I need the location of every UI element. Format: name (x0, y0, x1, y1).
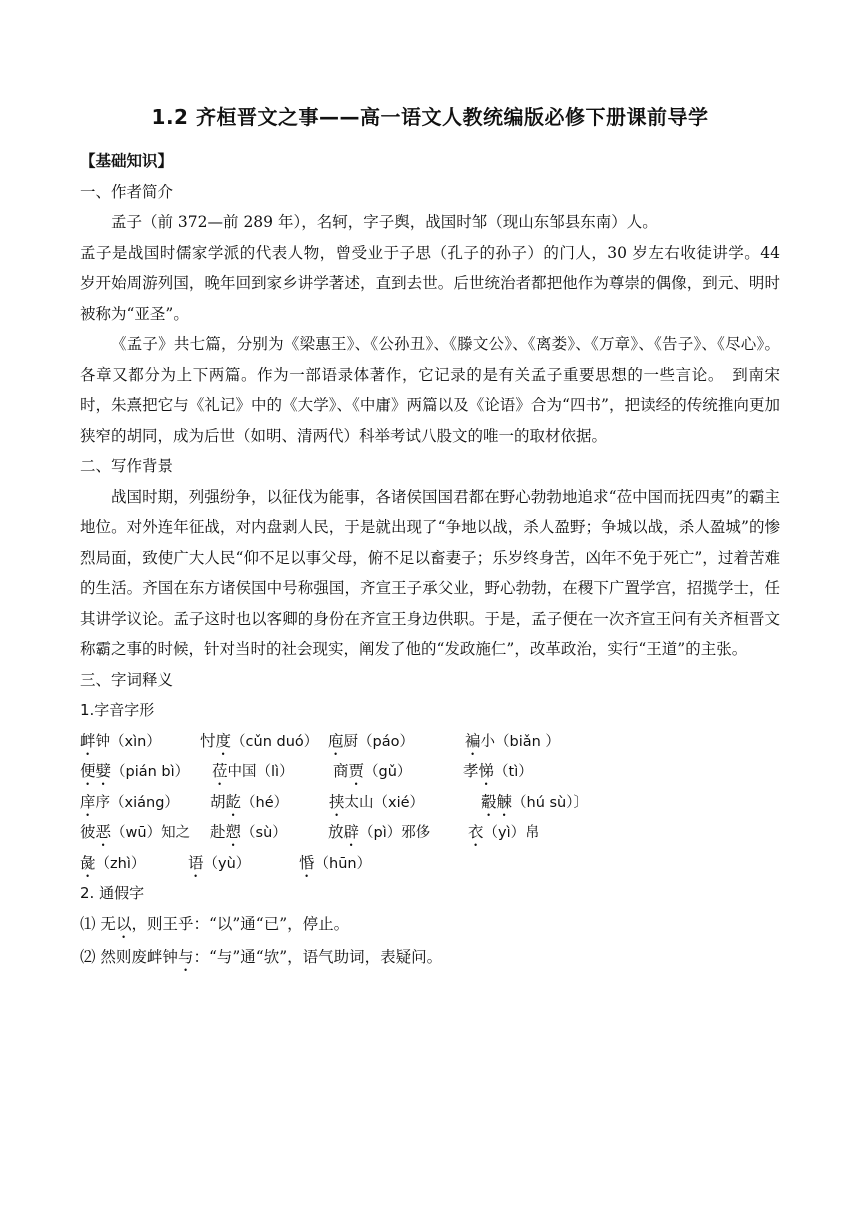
emphasized-character: 衣 (468, 823, 484, 841)
pronunciation-row (80, 756, 780, 787)
emphasized-character: 度 (215, 731, 232, 750)
emphasized-character: 庖 (328, 731, 344, 750)
pronunciation-item (188, 848, 250, 881)
emphasized-character: 彘 (80, 853, 96, 872)
item-prefix: 胡 (210, 792, 226, 811)
item-explanation: ，则王乎：“以”通“已”，停止。 (131, 914, 350, 933)
item-prefix: 赴 (210, 823, 226, 841)
tongjia-subheading: 2. 通假字 (80, 884, 145, 902)
pronunciation-row (80, 787, 780, 818)
item-pinyin: （tì） (494, 764, 533, 780)
tongjia-item (80, 942, 780, 975)
pronunciation-item (200, 726, 318, 759)
emphasized-character: 觳觫 (481, 792, 513, 811)
emphasized-character: 惛 (299, 853, 315, 872)
item-prefix: 商 (333, 762, 349, 780)
item-pinyin: （hūn） (314, 855, 372, 872)
section-basic-heading: 【基础知识】 (80, 152, 174, 170)
pronunciation-list (80, 726, 780, 879)
pronunciation-item (299, 848, 371, 881)
item-pinyin: 序（xiáng） (95, 794, 179, 811)
pronunciation-item (80, 756, 189, 789)
item-pinyin: 太山（xié） (344, 794, 425, 811)
emphasized-character: 褊 (465, 731, 481, 750)
emphasized-character: 贾 (348, 762, 365, 780)
emphasized-character: 以 (115, 914, 132, 933)
author-heading: 一、作者简介 (80, 182, 174, 201)
item-pinyin: （pì）邪侈 (359, 825, 431, 841)
pronunciation-row (80, 848, 780, 879)
item-pinyin: 钟（xìn） (95, 733, 161, 750)
item-pinyin: （zhì） (95, 855, 146, 872)
pronunciation-item (328, 817, 430, 850)
pronunciation-row (80, 817, 780, 848)
emphasized-character: 恶 (95, 823, 112, 841)
item-pinyin: 中国（lì） (227, 764, 294, 780)
emphasized-character: 与 (177, 947, 194, 966)
pronunciation-item (212, 756, 294, 789)
pronunciation-item (80, 817, 190, 850)
pronunciation-item (333, 756, 411, 789)
pronunciation-item (463, 756, 533, 789)
item-prefix: 孝 (463, 762, 479, 780)
item-pinyin: （sù） (241, 825, 287, 841)
background-heading: 二、写作背景 (80, 457, 174, 475)
emphasized-character: 庠 (80, 792, 96, 811)
item-explanation: ：“与”通“欤”，语气助词，表疑问。 (193, 947, 443, 966)
emphasized-character: 语 (188, 853, 204, 872)
author-paragraph-1: 孟子（前 372—前 289 年），名轲，字子舆，战国时邹（现山东邹县东南）人。 (111, 213, 658, 231)
pronunciation-item (80, 726, 161, 759)
pronunciation-item (210, 787, 288, 820)
author-paragraph-3: 《孟子》共七篇，分别为《梁惠王》、《公孙丑》、《滕文公》、《离娄》、《万章》、《告子》、《尽心》。各章又都分为上下两篇。作为一部语录体著作，它记录的是有关孟子重要思想的一些言论。 到南宋时，朱熹把它与《礼记》中的《大学》、《中庸》两篇以及《论语》合为“四书”，把读经的传统推向更加狭窄的胡同，成为后世（如明、清两代）科举考试八股文的唯一的取材依据。 (80, 335, 780, 445)
pronunciation-item (210, 817, 287, 850)
words-heading: 三、字词释义 (80, 670, 174, 689)
item-pinyin: （yù） (203, 855, 251, 872)
item-prefix: ⑴ 无 (80, 914, 116, 933)
tongjia-item (80, 909, 780, 942)
pronunciation-item (80, 787, 179, 820)
emphasized-character: 挟 (329, 792, 345, 811)
pronunciation-item (468, 817, 540, 850)
emphasized-character: 悌 (478, 762, 495, 780)
item-prefix: ⑵ 然则废衅钟 (80, 947, 178, 966)
document-body (80, 146, 780, 975)
pronunciation-item (328, 726, 414, 759)
emphasized-character: 衅 (80, 731, 96, 750)
tongjia-list (80, 909, 780, 975)
pronunciation-row (80, 726, 780, 757)
item-prefix: 忖 (200, 731, 216, 750)
pronunciation-item (329, 787, 424, 820)
author-paragraph-2: 孟子是战国时儒家学派的代表人物，曾受业于子思（孔子的孙子）的门人，30 岁左右收徒讲学。44 岁开始周游列国，晚年回到家乡讲学著述，直到去世。后世统治者都把他作为尊崇的偶像，到元、明时被称为“亚圣”。 (80, 243, 780, 323)
item-pinyin: 小（biǎn ） (480, 733, 560, 750)
item-pinyin: 厨（páo） (343, 733, 414, 750)
emphasized-character: 龁 (225, 792, 242, 811)
item-prefix: 彼 (80, 823, 96, 841)
pronunciation-subheading: 1.字音字形 (80, 701, 155, 719)
pronunciation-item (481, 787, 588, 820)
item-pinyin: （pián bì） (111, 764, 190, 780)
item-pinyin: （cǔn duó） (231, 733, 319, 750)
emphasized-character: 便嬖 (80, 762, 112, 780)
item-pinyin: （hé） (241, 794, 289, 811)
background-paragraph: 战国时期，列强纷争，以征伐为能事，各诸侯国国君都在野心勃勃地追求“莅中国而抚四夷”的霸主地位。对外连年征战，对内盘剥人民，于是就出现了“争地以战，杀人盈野；争城以战，杀人盈城”的惨烈局面，致使广大人民“仰不足以事父母，俯不足以畜妻子；乐岁终身苦，凶年不免于死亡”，过着苦难的生活。齐国在东方诸侯国中号称强国，齐宣王子承父业，野心勃勃，在稷下广置学宫，招揽学士，任其讲学议论。孟子这时也以客卿的身份在齐宣王身边供职。于是，孟子便在一次齐宣王问有关齐桓晋文称霸之事的时候，针对当时的社会现实，阐发了他的“发政施仁”，改革政治，实行“王道”的主张。 (80, 487, 780, 658)
emphasized-character: 辟 (343, 823, 360, 841)
item-pinyin: （gǔ） (364, 764, 412, 780)
item-pinyin: （hú sù）〕 (512, 794, 588, 811)
item-pinyin: （yì）帛 (483, 825, 540, 841)
item-pinyin: （wū）知之 (111, 825, 191, 841)
pronunciation-item (465, 726, 560, 759)
item-prefix: 放 (328, 823, 344, 841)
pronunciation-item (80, 848, 145, 881)
emphasized-character: 莅 (212, 762, 228, 780)
document-title: 1.2 齐桓晋文之事——高一语文人教统编版必修下册课前导学 (151, 105, 709, 129)
emphasized-character: 愬 (225, 823, 242, 841)
